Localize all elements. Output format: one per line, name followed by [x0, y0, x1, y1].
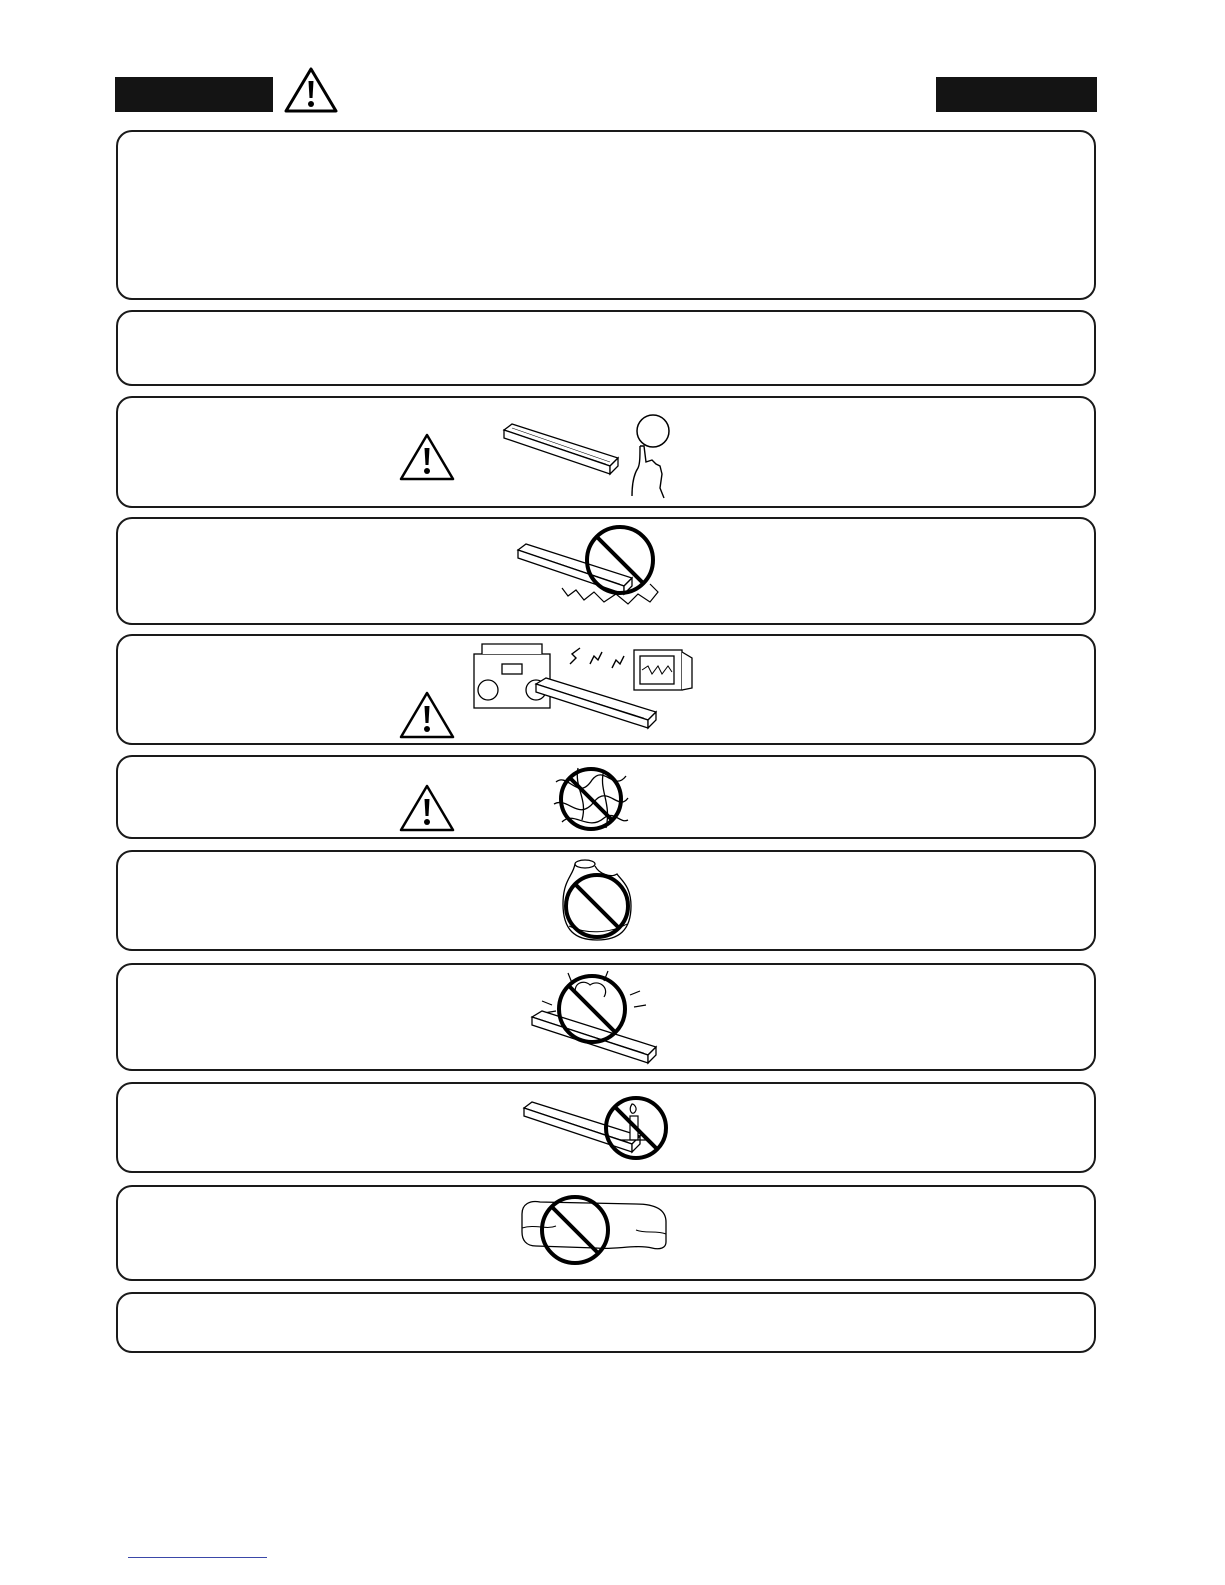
prohibited-piano-impact-illustration	[512, 522, 672, 617]
prohibited-vase-illustration	[555, 856, 640, 946]
warning-triangle-icon	[398, 432, 456, 482]
warning-triangle-icon	[398, 783, 456, 833]
closing-panel	[116, 1292, 1096, 1353]
prohibited-candle-illustration	[520, 1088, 675, 1168]
prohibited-cover-illustration	[516, 1190, 674, 1270]
boombox-tv-interference-illustration	[472, 640, 697, 738]
notice-panel	[116, 310, 1096, 386]
warning-triangle-icon	[283, 66, 339, 114]
piano-press-button-illustration	[498, 408, 688, 500]
prohibited-tangled-cables-illustration	[548, 762, 633, 836]
prohibited-object-on-piano-illustration	[528, 965, 663, 1069]
header-right-bar	[936, 77, 1097, 112]
header-left-bar	[115, 77, 273, 112]
intro-panel	[116, 130, 1096, 300]
footer-link-rule	[128, 1557, 267, 1558]
warning-triangle-icon	[398, 690, 456, 740]
